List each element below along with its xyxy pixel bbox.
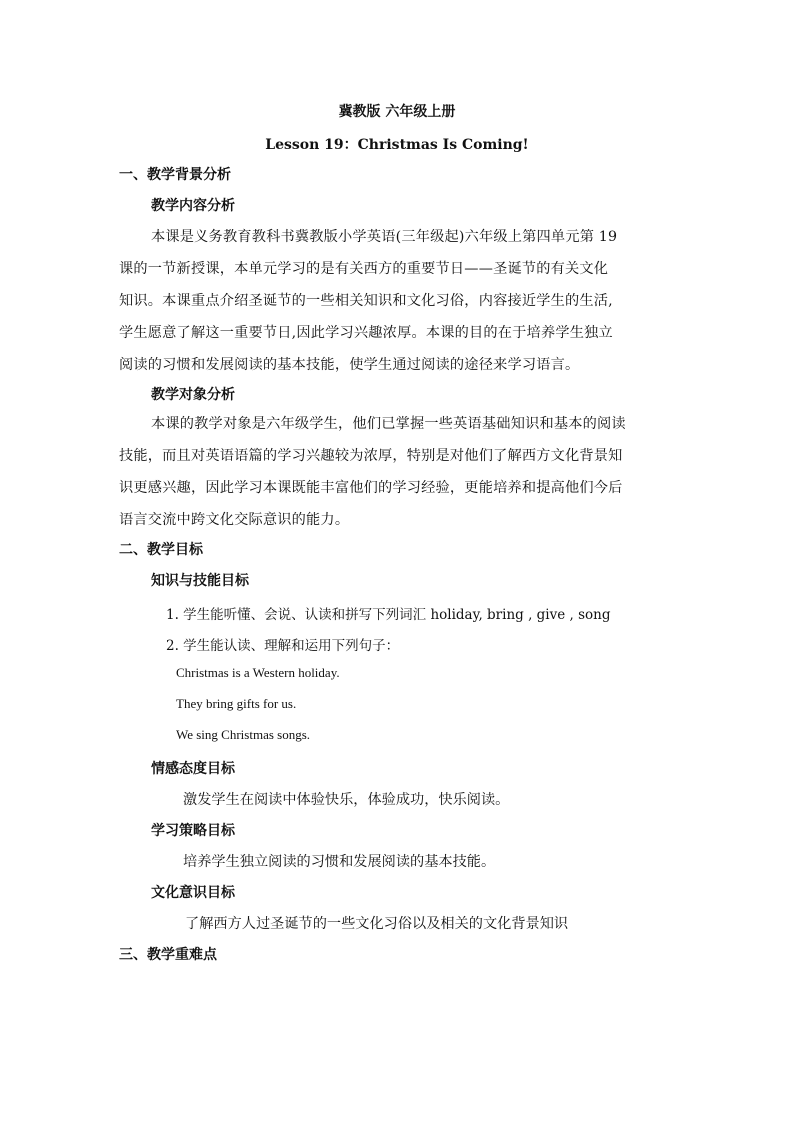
subheading-emotion: 情感态度目标 xyxy=(151,761,235,777)
section-heading-background: 一、教学背景分析 xyxy=(119,167,231,183)
subheading-knowledge-skills: 知识与技能目标 xyxy=(151,573,249,589)
subheading-content-analysis: 教学内容分析 xyxy=(151,198,235,214)
paragraph-line: 识更感兴趣，因此学习本课既能丰富他们的学习经验，更能培养和提高他们今后 xyxy=(119,480,623,496)
strategy-goal-text: 培养学生独立阅读的习惯和发展阅读的基本技能。 xyxy=(183,854,496,870)
paragraph-line: 知识。本课重点介绍圣诞节的一些相关知识和文化习俗，内容接近学生的生活, xyxy=(119,293,613,309)
subheading-strategy: 学习策略目标 xyxy=(151,823,235,839)
paragraph-line: 语言交流中跨文化交际意识的能力。 xyxy=(119,512,350,528)
list-item: 1. 学生能听懂、会说、认读和拼写下列词汇 holiday, bring , give , song xyxy=(166,607,611,623)
example-sentence: They bring gifts for us. xyxy=(176,696,297,711)
paragraph-line: 阅读的习惯和发展阅读的基本技能，使学生通过阅读的途径来学习语言。 xyxy=(119,357,580,373)
example-sentence: Christmas is a Western holiday. xyxy=(176,665,340,680)
book-title: 冀教版 六年级上册 xyxy=(338,104,456,120)
paragraph-line: 学生愿意了解这一重要节日,因此学习兴趣浓厚。本课的目的在于培养学生独立 xyxy=(119,325,613,341)
subheading-culture: 文化意识目标 xyxy=(151,885,235,901)
list-item: 2. 学生能认读、理解和运用下列句子： xyxy=(166,638,400,654)
section-heading-objectives: 二、教学目标 xyxy=(119,542,203,558)
example-sentence: We sing Christmas songs. xyxy=(176,727,311,742)
culture-goal-text: 了解西方人过圣诞节的一些文化习俗以及相关的文化背景知识 xyxy=(185,916,569,932)
paragraph-line: 本课是义务教育教科书冀教版小学英语(三年级起)六年级上第四单元第 19 xyxy=(151,229,618,245)
paragraph-line: 课的一节新授课，本单元学习的是有关西方的重要节日——圣诞节的有关文化 xyxy=(119,261,609,277)
subheading-object-analysis: 教学对象分析 xyxy=(151,387,235,403)
section-heading-key-points: 三、教学重难点 xyxy=(119,947,217,963)
paragraph-line: 本课的教学对象是六年级学生，他们已掌握一些英语基础知识和基本的阅读 xyxy=(151,416,626,432)
emotion-goal-text: 激发学生在阅读中体验快乐，体验成功，快乐阅读。 xyxy=(183,792,510,808)
paragraph-line: 技能，而且对英语语篇的学习兴趣较为浓厚，特别是对他们了解西方文化背景知 xyxy=(119,448,623,464)
lesson-title: Lesson 19：Christmas Is Coming! xyxy=(265,137,529,153)
